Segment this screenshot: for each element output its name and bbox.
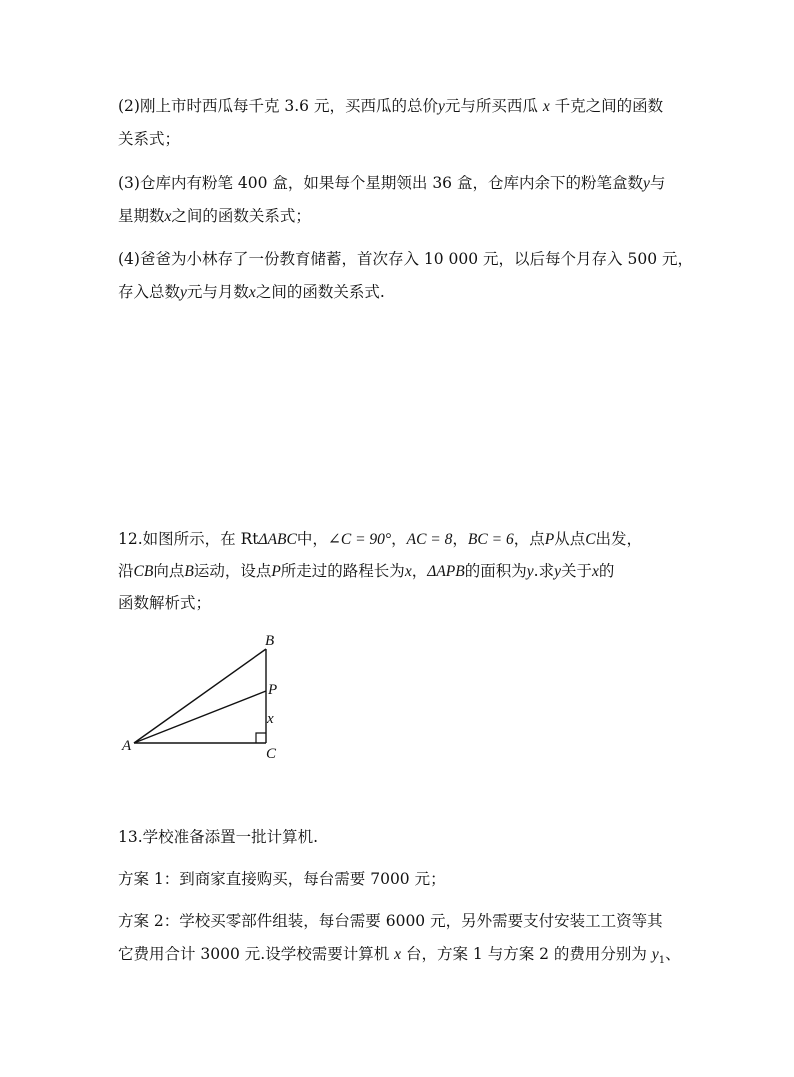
q11-part2-line1: (2)刚上市时西瓜每千克 3.6 元，买西瓜的总价y元与所买西瓜 x 千克之间的函数: [118, 97, 664, 115]
q13-plan1: 方案 1：到商家直接购买，每台需要 7000 元；: [118, 870, 446, 888]
q11-part2-line2: 关系式；: [118, 130, 181, 148]
label-A: A: [122, 738, 132, 754]
label-P: P: [268, 682, 278, 698]
right-angle-mark: [256, 733, 266, 743]
segment-AP: [134, 691, 266, 743]
subscript-1: 1: [658, 955, 666, 967]
q12-line3: 函数解析式；: [118, 594, 212, 612]
q13-plan2-line1: 方案 2：学校买零部件组装，每台需要 6000 元，另外需要支付安装工工资等其: [118, 912, 663, 930]
triangle-figure: [116, 630, 296, 765]
var-y1: y: [651, 946, 659, 963]
q11-part4-line2: 存入总数y元与月数x之间的函数关系式.: [118, 283, 385, 301]
label-B: B: [265, 633, 275, 649]
label-C: C: [266, 746, 277, 762]
q12-line1: 12.如图所示，在 RtΔABC中，∠C = 90°，AC = 8，BC = 6，点P从点C出发，: [118, 530, 643, 548]
segment-AB: [134, 649, 266, 743]
var-x: x: [394, 946, 402, 963]
var-y: y: [642, 175, 650, 192]
q12-line2: 沿CB向点B运动，设点P所走过的路程长为x，ΔAPB的面积为y.求y关于x的: [118, 562, 615, 580]
q11-part3-line2: 星期数x之间的函数关系式；: [118, 207, 311, 225]
var-x: x: [248, 284, 256, 301]
var-x: x: [542, 98, 550, 115]
q13-title: 13.学校准备添置一批计算机.: [118, 828, 319, 846]
q11-part4-line1: (4)爸爸为小林存了一份教育储蓄，首次存入 10 000 元，以后每个月存入 500 元，: [118, 250, 693, 268]
var-y: y: [437, 98, 445, 115]
var-y: y: [180, 284, 187, 301]
q11-part3-line1: (3)仓库内有粉笔 400 盒，如果每个星期领出 36 盒，仓库内余下的粉笔盒数y与: [118, 174, 666, 192]
label-x: x: [267, 711, 274, 727]
q13-plan2-line2: 它费用合计 3000 元.设学校需要计算机 x 台，方案 1 与方案 2 的费用分别为 $y_1$、: [118, 945, 681, 967]
var-x: x: [164, 208, 172, 225]
